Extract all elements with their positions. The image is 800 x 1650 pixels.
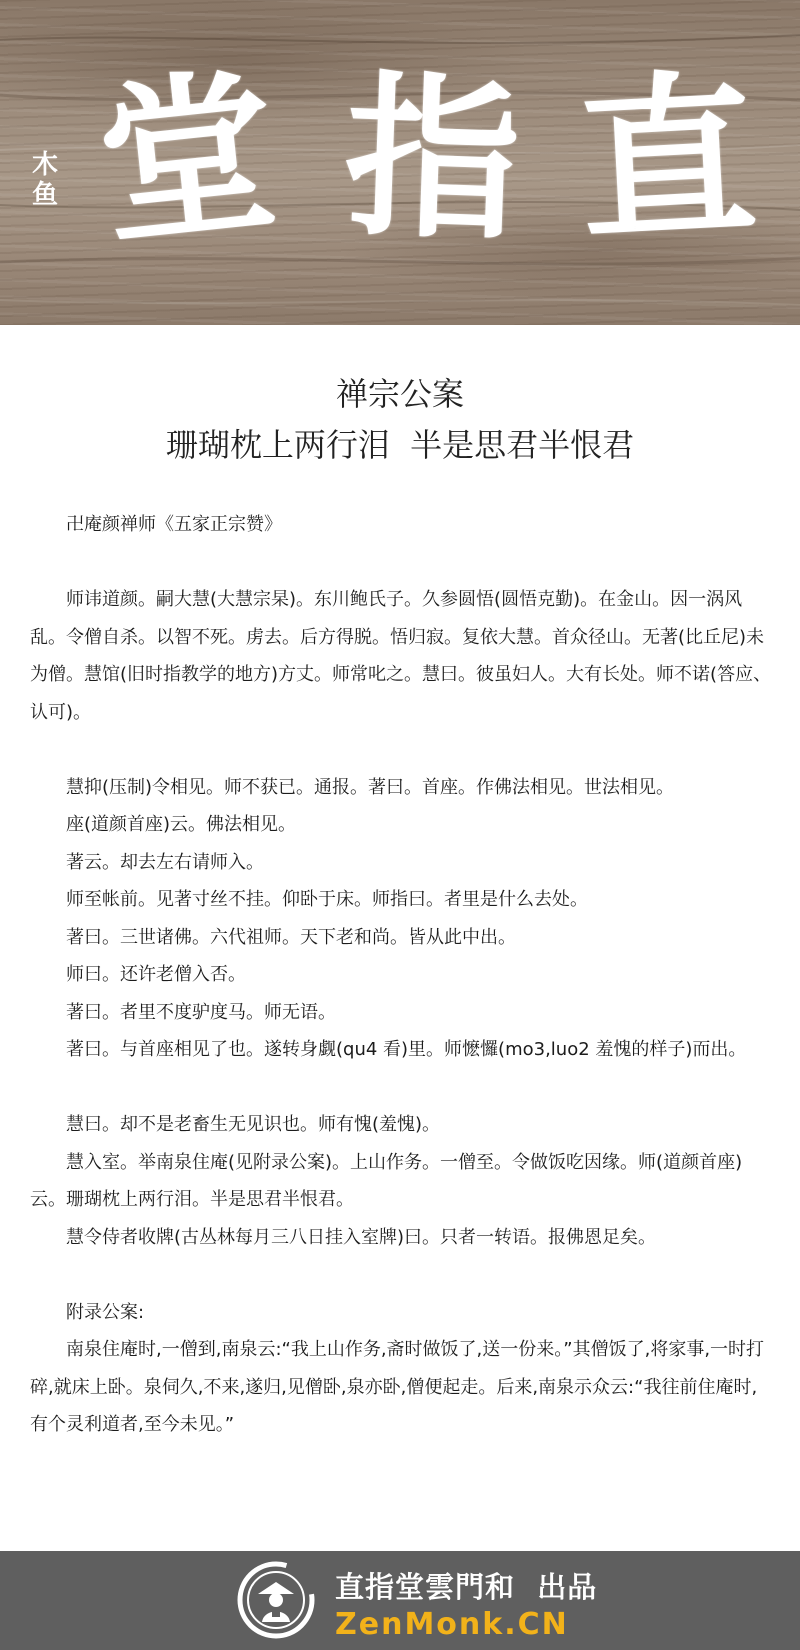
- spacer: [30, 1256, 774, 1294]
- spacer: [30, 1069, 774, 1107]
- paragraph: 著曰。与首座相见了也。遂转身觑(qu4 看)里。师懡㦬(mo3,luo2 羞愧的样子)而出。: [66, 1039, 747, 1060]
- spacer: [30, 544, 774, 582]
- paragraph: 慧令侍者收牌(古丛林每月三八日挂入室牌)曰。只者一转语。报佛恩足矣。: [66, 1226, 657, 1248]
- site-link[interactable]: ZenMonk.CN: [335, 1607, 569, 1642]
- page-title: 珊瑚枕上两行泪 半是思君半恨君: [165, 426, 635, 464]
- page-category-title: 禅宗公案: [335, 375, 464, 413]
- calligraphy-char-zhi: 指: [341, 54, 524, 265]
- paragraph: 师至帐前。见著寸丝不挂。仰卧于床。师指曰。者里是什么去处。: [66, 889, 588, 910]
- paragraph: 慧曰。却不是老畜生无见识也。师有愧(羞愧)。: [66, 1114, 441, 1135]
- article-source: 卍庵颜禅师《五家正宗赞》: [66, 514, 282, 535]
- paragraph: 座(道颜首座)云。佛法相见。: [66, 814, 297, 835]
- paragraph: 著曰。者里不度驴度马。师无语。: [66, 1001, 336, 1023]
- footer-bar: [0, 1551, 800, 1650]
- article-body: [30, 506, 774, 1444]
- paragraph: 著曰。三世诸佛。六代祖师。天下老和尚。皆从此中出。: [66, 926, 516, 948]
- calligrapher-signature: 木鱼: [32, 150, 59, 210]
- paragraph: 师讳道颜。嗣大慧(大慧宗杲)。东川鲍氏子。久参圆悟(圆悟克勤)。在金山。因一涡风乱。令僧自杀。以智不死。虏去。后方得脱。悟归寂。复依大慧。首众径山。无著(比丘尼)未为僧。慧馆(旧时指教学的地方)方丈。师常叱之。慧曰。彼虽妇人。大有长处。师不诺(答应、认可)。: [30, 589, 772, 723]
- calligraphy-char-zhi-direct: 直: [574, 52, 761, 267]
- spacer: [30, 731, 774, 769]
- paragraph: 南泉住庵时,一僧到,南泉云:“我上山作务,斋时做饭了,送一份来。”其僧饭了,将家事,一时打碎,就床上卧。泉伺久,不来,遂归,见僧卧,泉亦卧,僧便起走。后来,南泉示众云:“我往前住庵时,有个灵利道者,至今未见。”: [30, 1339, 765, 1435]
- appendix-heading: 附录公案:: [66, 1301, 145, 1323]
- paragraph: 慧抑(压制)令相见。师不获已。通报。著曰。首座。作佛法相见。世法相见。: [66, 776, 675, 798]
- paragraph: 师曰。还许老僧入否。: [66, 964, 246, 985]
- calligraphy-char-tang: 堂: [89, 48, 286, 271]
- paragraph: 慧入室。举南泉住庵(见附录公案)。上山作务。一僧至。令做饭吃因缘。师(道颜首座)云。珊瑚枕上两行泪。半是思君半恨君。: [30, 1151, 743, 1210]
- header-banner: [0, 0, 800, 325]
- publisher-credit: 直指堂雲門和 出品: [335, 1570, 598, 1604]
- paragraph: 著云。却去左右请师入。: [66, 851, 264, 873]
- monk-meditation-logo-icon[interactable]: [236, 1560, 316, 1640]
